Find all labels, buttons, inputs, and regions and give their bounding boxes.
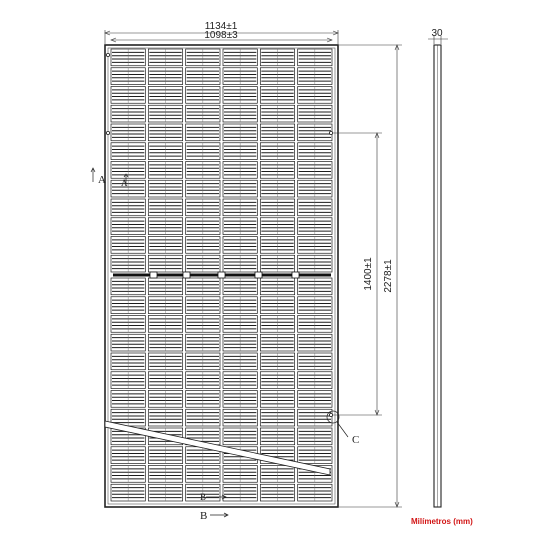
section-a-label: A bbox=[98, 174, 106, 186]
overall-width-label: 1134±1 bbox=[204, 21, 238, 32]
section-a-marker bbox=[91, 168, 95, 182]
mounting-distance-dimension bbox=[333, 133, 382, 415]
section-a-inner-label: A bbox=[121, 178, 128, 188]
inner-width-label: 1098±3 bbox=[204, 30, 238, 41]
section-b-small-label: B bbox=[200, 492, 207, 502]
mounting-distance-label: 1400±1 bbox=[363, 257, 374, 291]
side-thickness-label: 30 bbox=[431, 28, 443, 39]
side-profile-view bbox=[434, 45, 441, 507]
overall-height-label: 2278±1 bbox=[383, 259, 394, 293]
detail-c-label: C bbox=[352, 434, 360, 446]
section-b-label: B bbox=[200, 510, 208, 522]
units-note: Milímetros (mm) bbox=[411, 517, 473, 526]
